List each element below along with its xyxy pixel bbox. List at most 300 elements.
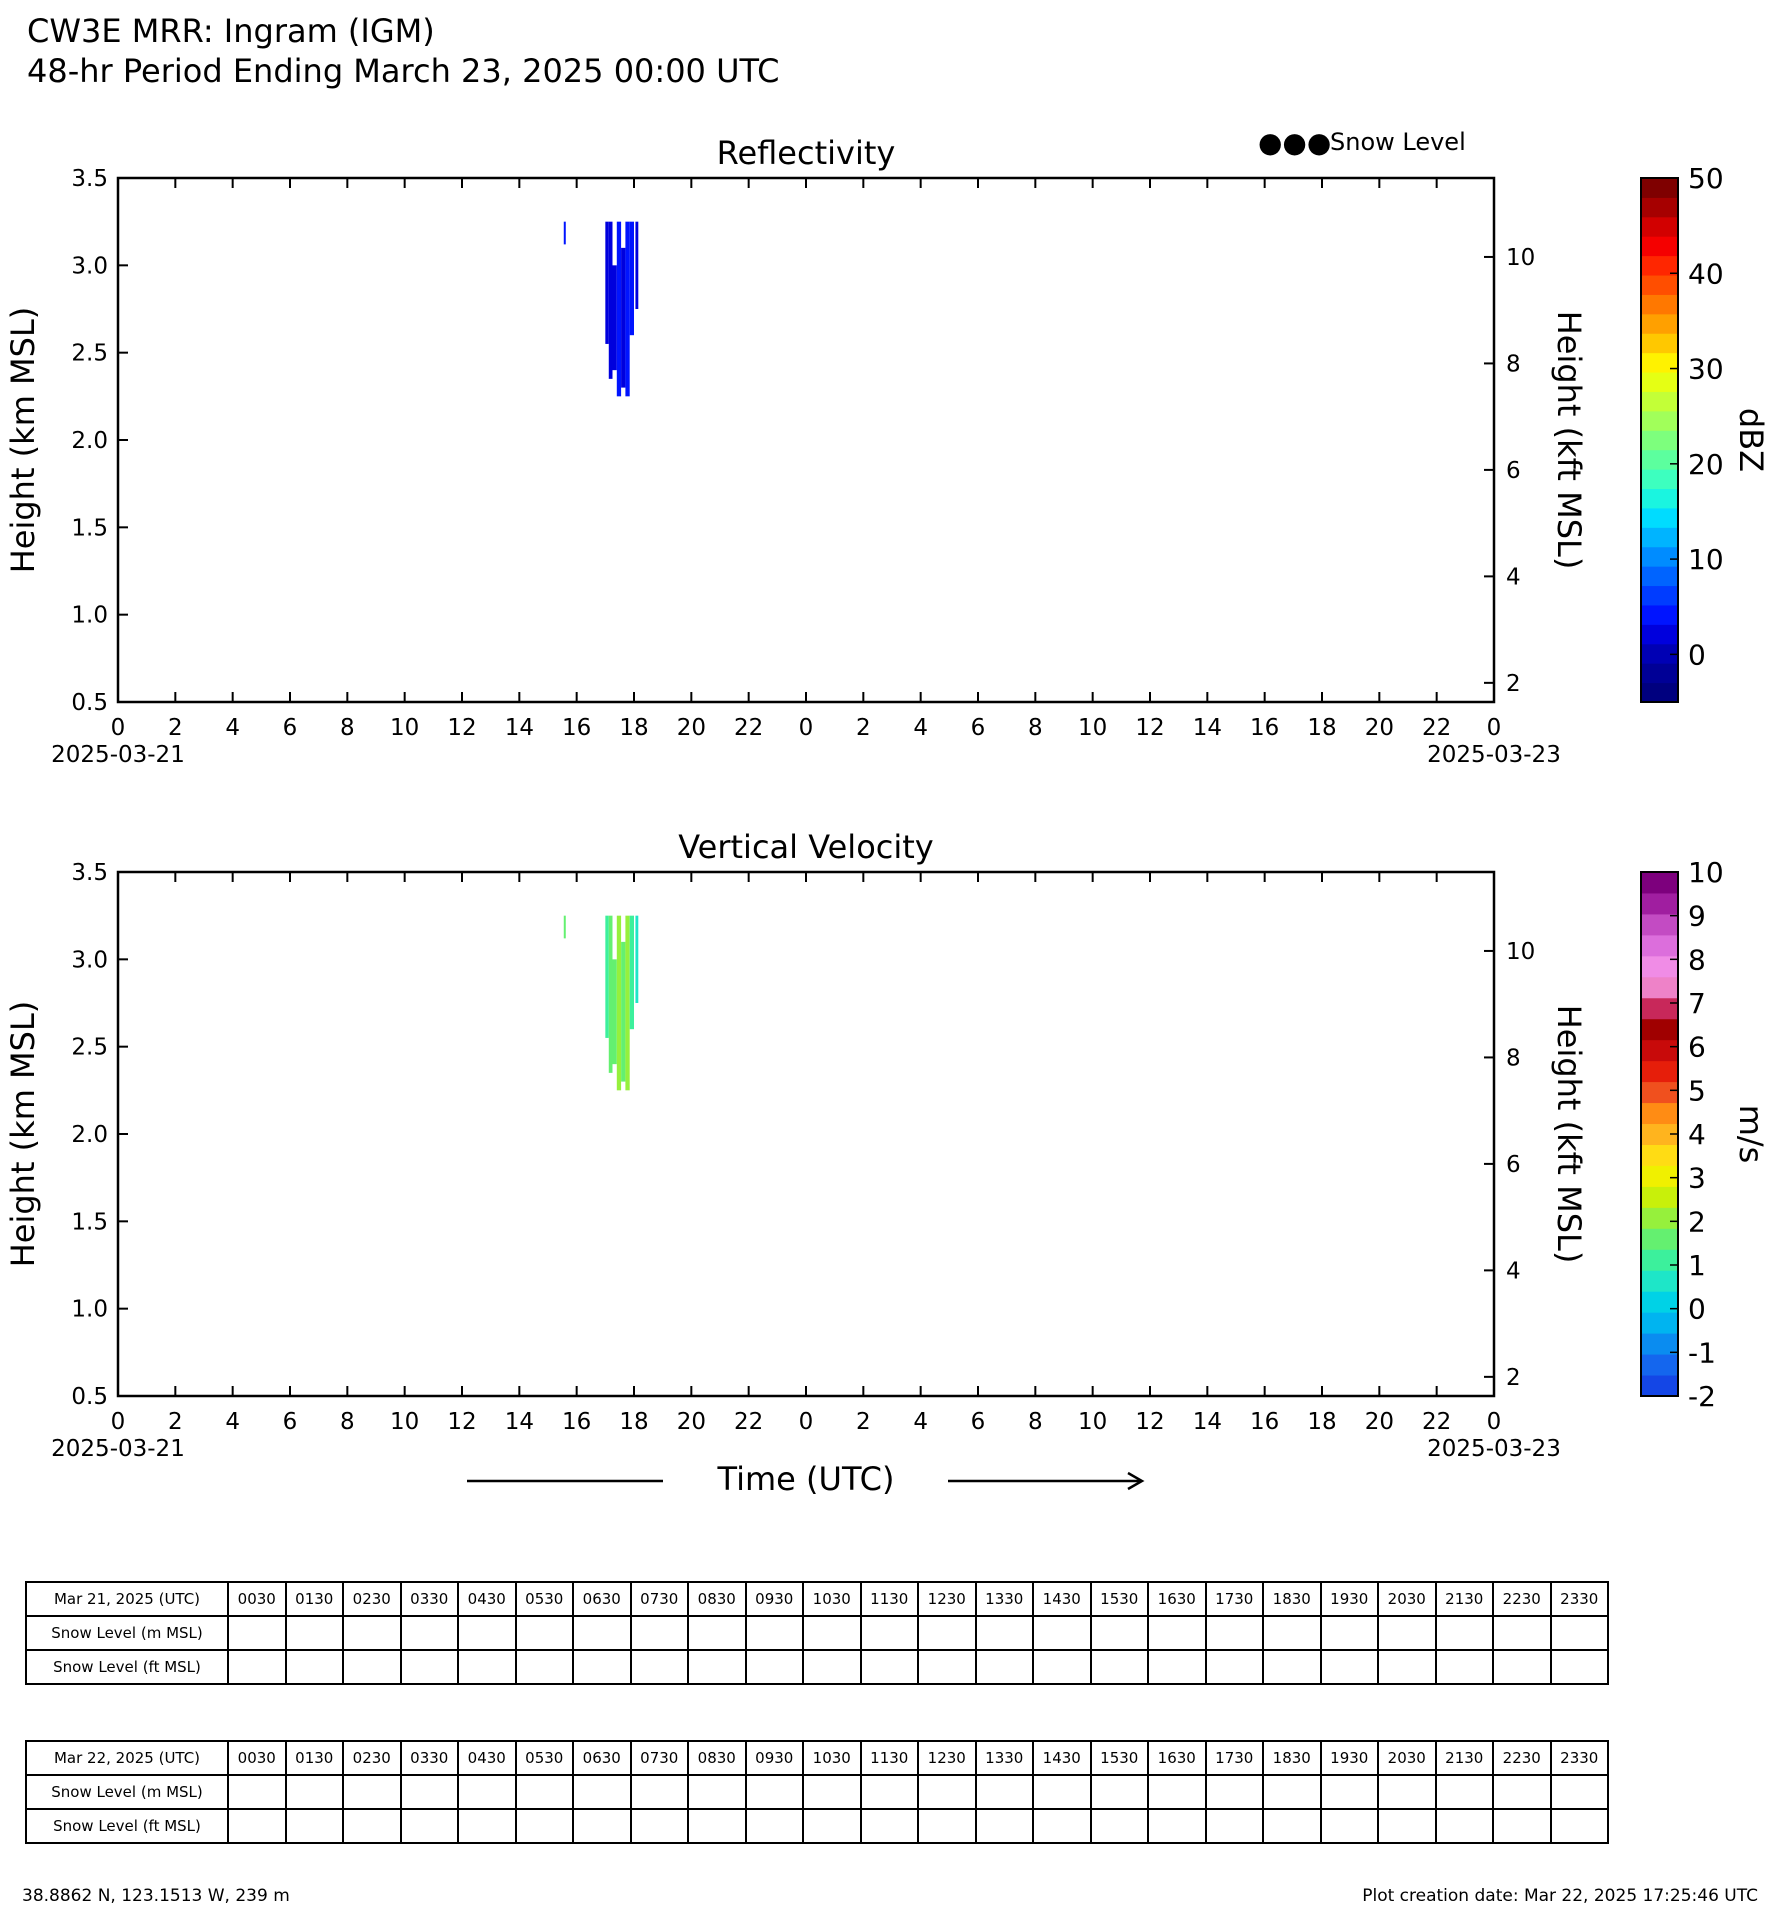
x-tick-label: 18 [619,715,649,741]
table-time-header: 2330 [1551,1741,1609,1775]
y-tick-label: 3.5 [71,860,108,886]
table-cell [1493,1650,1551,1684]
y-right-axis-label: Height (kft MSL) [1550,1004,1588,1264]
data-cell [617,222,621,397]
x-tick-label: 0 [110,715,126,741]
colorbar-tick-label: 50 [1688,162,1724,195]
figure-subtitle: 48-hr Period Ending March 23, 2025 00:00 UTC [27,52,780,90]
station-location: 38.8862 N, 123.1513 W, 239 m [22,1886,290,1906]
table-row-label: Snow Level (m MSL) [26,1616,228,1650]
colorbar-swatch [1641,1270,1678,1291]
table-cell [343,1775,401,1809]
table-cell [516,1775,574,1809]
colorbar-swatch [1641,1207,1678,1228]
data-cell [605,222,608,344]
table-cell [1378,1809,1436,1843]
table-time-header: 0030 [228,1741,286,1775]
table-time-header: 1530 [1091,1741,1149,1775]
table-time-header: 1830 [1263,1582,1321,1616]
table-cell [1436,1809,1494,1843]
table-time-header: 0830 [688,1741,746,1775]
table-cell [1321,1809,1379,1843]
table-time-header: 1430 [1033,1741,1091,1775]
colorbar-swatch [1641,236,1678,256]
table-cell [688,1775,746,1809]
colorbar-tick-label: 9 [1688,899,1706,933]
table-cell [343,1650,401,1684]
x-tick-label: 18 [619,1409,649,1435]
table-cell [1148,1616,1206,1650]
y-right-tick-label: 2 [1506,1364,1521,1391]
table-cell [1263,1650,1321,1684]
table-cell [688,1650,746,1684]
table-cell [343,1809,401,1843]
x-tick-label: 16 [562,715,592,741]
x-tick-label: 22 [1422,1409,1452,1435]
y-right-axis-label: Height (kft MSL) [1550,310,1588,570]
table-cell [343,1616,401,1650]
colorbar-swatch [1641,1312,1678,1333]
table-cell [746,1809,804,1843]
colorbar-tick-label: 8 [1688,943,1706,977]
x-tick-label: 12 [447,715,477,741]
table-cell [1148,1775,1206,1809]
table-cell [1206,1809,1264,1843]
x-tick-label: 0 [1486,1409,1502,1435]
colorbar-swatch [1641,372,1678,392]
table-time-header: 1230 [918,1582,976,1616]
table-time-header: 0530 [516,1582,574,1616]
table-time-header: 1930 [1321,1741,1379,1775]
x-tick-label: 6 [282,1409,298,1435]
table-cell [1263,1809,1321,1843]
table-cell [976,1775,1034,1809]
table-time-header: 2030 [1378,1741,1436,1775]
y-tick-label: 1.5 [71,1209,108,1236]
table-cell [1493,1775,1551,1809]
colorbar-tick-label: -2 [1688,1380,1716,1413]
colorbar-tick-label: -1 [1688,1336,1716,1370]
table-cell [1551,1809,1609,1843]
colorbar-swatch [1641,872,1678,893]
x-tick-label: 16 [1250,715,1280,741]
x-tick-label: 4 [913,1409,928,1435]
snow-level-legend-marker: ●●● [1258,126,1332,159]
table-cell [861,1775,919,1809]
colorbar-swatch [1641,977,1678,998]
table-row-label: Snow Level (ft MSL) [26,1650,228,1684]
y-right-tick-label: 6 [1506,457,1521,484]
colorbar-swatch [1641,624,1678,644]
table-cell [286,1650,344,1684]
x-tick-label: 2 [856,715,871,741]
colorbar-swatch [1641,1375,1678,1396]
colorbar-swatch [1641,1040,1678,1061]
table-cell [573,1775,631,1809]
table-cell [1436,1775,1494,1809]
x-tick-label: 12 [447,1409,477,1435]
x-tick-label: 2 [168,715,183,741]
table-time-header: 0330 [401,1741,459,1775]
table-cell [1436,1650,1494,1684]
table-cell [976,1650,1034,1684]
snow-level-table-mar22 [25,1740,1609,1844]
x-tick-label: 14 [1192,1409,1222,1435]
colorbar-tick-label: 7 [1688,987,1706,1020]
x-tick-label: 16 [1250,1409,1280,1435]
table-cell [573,1616,631,1650]
table-time-header: 0530 [516,1741,574,1775]
colorbar-tick-label: 1 [1688,1249,1706,1282]
table-time-header: 0730 [631,1582,689,1616]
table-cell [1378,1650,1436,1684]
colorbar-swatch [1641,430,1678,450]
colorbar-swatch [1641,294,1678,314]
x-tick-label: 18 [1307,1409,1337,1435]
y-tick-label: 2.5 [71,1034,108,1061]
table-date-header: Mar 22, 2025 (UTC) [26,1741,228,1775]
colorbar-swatch [1641,1019,1678,1040]
colorbar-tick-label: 0 [1688,638,1706,672]
snow-level-legend-label: Snow Level [1330,128,1466,156]
y-tick-label: 1.0 [71,602,108,629]
x-tick-label: 8 [340,715,355,741]
colorbar-swatch [1641,1333,1678,1354]
table-cell [1436,1616,1494,1650]
x-tick-label: 14 [1192,715,1222,741]
x-tick-label: 12 [1135,1409,1165,1435]
y-tick-label: 2.0 [71,1122,108,1148]
table-row [26,1775,1608,1809]
colorbar-swatch [1641,1082,1678,1103]
table-date-header: Mar 21, 2025 (UTC) [26,1582,228,1616]
table-cell [228,1775,286,1809]
table-cell [688,1616,746,1650]
x-tick-label: 0 [1486,715,1502,741]
table-cell [803,1650,861,1684]
table-cell [688,1809,746,1843]
table-cell [1033,1650,1091,1684]
panel-title: Reflectivity [716,134,896,172]
colorbar-swatch [1641,1165,1678,1186]
table-cell [803,1775,861,1809]
table-time-header: 0830 [688,1582,746,1616]
x-tick-label: 18 [1307,715,1337,741]
colorbar-swatch [1641,1144,1678,1165]
colorbar-tick-label: 10 [1688,543,1724,577]
data-cell [613,265,617,370]
colorbar-swatch [1641,914,1678,935]
table-header-row [26,1582,1608,1616]
snow-level-table-mar21 [25,1581,1609,1685]
table-time-header: 1830 [1263,1741,1321,1775]
colorbar-tick-label: 10 [1688,856,1724,889]
x-date-start: 2025-03-21 [51,742,185,768]
x-date-end: 2025-03-23 [1427,742,1561,768]
data-cell [630,222,634,336]
colorbar-swatch [1641,391,1678,411]
x-tick-label: 2 [168,1409,183,1435]
colorbar-swatch [1641,663,1678,683]
colorbar-swatch [1641,586,1678,606]
table-time-header: 1730 [1206,1582,1264,1616]
table-cell [1033,1775,1091,1809]
table-cell [918,1809,976,1843]
table-time-header: 2030 [1378,1582,1436,1616]
y-right-tick-label: 4 [1506,1258,1521,1285]
colorbar-swatch [1641,217,1678,237]
table-cell [746,1616,804,1650]
table-cell [1148,1809,1206,1843]
colorbar-swatch [1641,1103,1678,1124]
x-tick-label: 20 [1364,1409,1394,1435]
table-row [26,1616,1608,1650]
table-cell [1493,1616,1551,1650]
colorbar-tick-label: 4 [1688,1118,1706,1151]
y-right-tick-label: 4 [1506,564,1521,591]
table-time-header: 0930 [746,1582,804,1616]
x-tick-label: 2 [856,1409,871,1435]
x-tick-label: 4 [225,1409,240,1435]
plot-creation-date: Plot creation date: Mar 22, 2025 17:25:46 UTC [1362,1886,1758,1906]
table-time-header: 1130 [861,1741,919,1775]
table-time-header: 0730 [631,1741,689,1775]
table-cell [1493,1809,1551,1843]
table-row [26,1809,1608,1843]
y-tick-label: 1.0 [71,1296,108,1323]
plot-frame [118,178,1494,702]
table-time-header: 2130 [1436,1741,1494,1775]
table-time-header: 2230 [1493,1741,1551,1775]
table-cell [401,1650,459,1684]
y-tick-label: 1.5 [71,515,108,542]
table-time-header: 0130 [286,1582,344,1616]
table-cell [1091,1809,1149,1843]
table-cell [1378,1775,1436,1809]
colorbar-swatch [1641,1291,1678,1312]
table-cell [286,1616,344,1650]
table-time-header: 1230 [918,1741,976,1775]
y-tick-label: 3.0 [71,253,108,280]
colorbar-tick-label: 6 [1688,1030,1706,1064]
y-tick-label: 2.0 [71,428,108,454]
table-cell [1378,1616,1436,1650]
y-right-tick-label: 8 [1506,1045,1521,1072]
colorbar-swatch [1641,197,1678,217]
table-cell [1206,1650,1264,1684]
table-cell [1551,1775,1609,1809]
table-header-row [26,1741,1608,1775]
x-tick-label: 14 [504,1409,534,1435]
colorbar-label: dBZ [1732,407,1770,473]
table-cell [861,1616,919,1650]
table-time-header: 2330 [1551,1582,1609,1616]
table-row-label: Snow Level (m MSL) [26,1775,228,1809]
table-cell [1206,1616,1264,1650]
table-time-header: 1730 [1206,1741,1264,1775]
table-time-header: 1630 [1148,1741,1206,1775]
x-tick-label: 8 [1028,1409,1043,1435]
colorbar-swatch [1641,998,1678,1019]
table-cell [746,1650,804,1684]
table-cell [1091,1616,1149,1650]
table-time-header: 2130 [1436,1582,1494,1616]
x-tick-label: 0 [110,1409,126,1435]
table-cell [401,1809,459,1843]
x-tick-label: 4 [913,715,928,741]
figure-title: CW3E MRR: Ingram (IGM) [27,12,435,50]
table-cell [1551,1616,1609,1650]
data-cell [613,959,617,1064]
table-time-header: 0130 [286,1741,344,1775]
colorbar-swatch [1641,411,1678,431]
colorbar-swatch [1641,489,1678,509]
table-time-header: 0930 [746,1741,804,1775]
y-tick-label: 3.0 [71,947,108,974]
table-cell [286,1809,344,1843]
x-date-end: 2025-03-23 [1427,1436,1561,1462]
table-cell [746,1775,804,1809]
table-cell [286,1775,344,1809]
data-cell [635,916,638,1003]
table-cell [1551,1650,1609,1684]
x-tick-label: 20 [676,1409,706,1435]
table-cell [1033,1616,1091,1650]
table-time-header: 1130 [861,1582,919,1616]
table-row-label: Snow Level (ft MSL) [26,1809,228,1843]
x-tick-label: 8 [340,1409,355,1435]
x-tick-label: 10 [390,1409,420,1435]
table-time-header: 0630 [573,1582,631,1616]
x-date-start: 2025-03-21 [51,1436,185,1462]
table-cell [861,1650,919,1684]
table-cell [803,1616,861,1650]
table-time-header: 0630 [573,1741,631,1775]
data-cell [609,222,613,379]
colorbar-swatch [1641,547,1678,567]
table-time-header: 1530 [1091,1582,1149,1616]
colorbar-swatch [1641,353,1678,373]
x-tick-label: 22 [734,715,764,741]
colorbar-swatch [1641,275,1678,295]
table-cell [631,1650,689,1684]
colorbar-tick-label: 0 [1688,1292,1706,1326]
table-cell [1091,1650,1149,1684]
table-time-header: 2230 [1493,1582,1551,1616]
y-axis-label: Height (km MSL) [4,306,42,574]
plot-frame [118,872,1494,1396]
table-cell [918,1616,976,1650]
x-tick-label: 12 [1135,715,1165,741]
colorbar-swatch [1641,469,1678,489]
data-cell [564,222,566,245]
table-time-header: 0430 [458,1582,516,1616]
table-cell [458,1809,516,1843]
table-cell [458,1650,516,1684]
table-cell [516,1809,574,1843]
table-cell [573,1650,631,1684]
table-time-header: 1330 [976,1741,1034,1775]
table-cell [631,1775,689,1809]
y-tick-label: 0.5 [71,1384,108,1410]
x-tick-label: 0 [798,1409,814,1435]
x-tick-label: 6 [970,715,986,741]
x-tick-label: 4 [225,715,240,741]
table-cell [401,1775,459,1809]
table-cell [1091,1775,1149,1809]
data-cell [625,916,629,1091]
table-cell [918,1775,976,1809]
colorbar-tick-label: 40 [1688,257,1724,291]
x-tick-label: 20 [676,715,706,741]
data-cell [630,916,634,1030]
colorbar-swatch [1641,1186,1678,1207]
data-cell [625,222,629,397]
data-cell [609,916,613,1073]
y-right-tick-label: 10 [1506,244,1536,271]
colorbar-swatch [1641,314,1678,334]
table-cell [1148,1650,1206,1684]
data-cell [621,942,625,1082]
colorbar-swatch [1641,893,1678,914]
x-tick-label: 10 [390,715,420,741]
table-time-header: 1330 [976,1582,1034,1616]
data-cell [605,916,608,1038]
table-cell [918,1650,976,1684]
x-tick-label: 20 [1364,715,1394,741]
y-right-tick-label: 2 [1506,670,1521,697]
x-tick-label: 10 [1078,1409,1108,1435]
y-tick-label: 3.5 [71,166,108,192]
colorbar-tick-label: 30 [1688,352,1724,386]
colorbar-swatch [1641,527,1678,547]
x-tick-label: 22 [734,1409,764,1435]
table-cell [631,1616,689,1650]
colorbar-swatch [1641,178,1678,198]
colorbar-tick-label: 3 [1688,1161,1706,1195]
colorbar-swatch [1641,1228,1678,1249]
y-right-tick-label: 10 [1506,938,1536,965]
table-cell [228,1809,286,1843]
table-cell [458,1775,516,1809]
table-cell [458,1616,516,1650]
table-cell [1321,1650,1379,1684]
colorbar-swatch [1641,935,1678,956]
colorbar-tick-label: 5 [1688,1074,1706,1108]
colorbar-swatch [1641,1061,1678,1082]
table-time-header: 1430 [1033,1582,1091,1616]
x-tick-label: 0 [798,715,814,741]
table-cell [1263,1775,1321,1809]
table-cell [401,1616,459,1650]
colorbar-swatch [1641,605,1678,625]
colorbar-swatch [1641,683,1678,703]
x-tick-label: 8 [1028,715,1043,741]
table-cell [1321,1616,1379,1650]
table-cell [573,1809,631,1843]
data-cell [635,222,638,309]
x-tick-label: 6 [970,1409,986,1435]
y-right-tick-label: 6 [1506,1151,1521,1178]
colorbar-swatch [1641,1249,1678,1270]
table-cell [861,1809,919,1843]
colorbar-tick-label: 20 [1688,447,1724,481]
data-cell [564,916,566,939]
y-axis-label: Height (km MSL) [4,1000,42,1268]
table-cell [516,1616,574,1650]
x-tick-label: 16 [562,1409,592,1435]
y-tick-label: 0.5 [71,690,108,716]
